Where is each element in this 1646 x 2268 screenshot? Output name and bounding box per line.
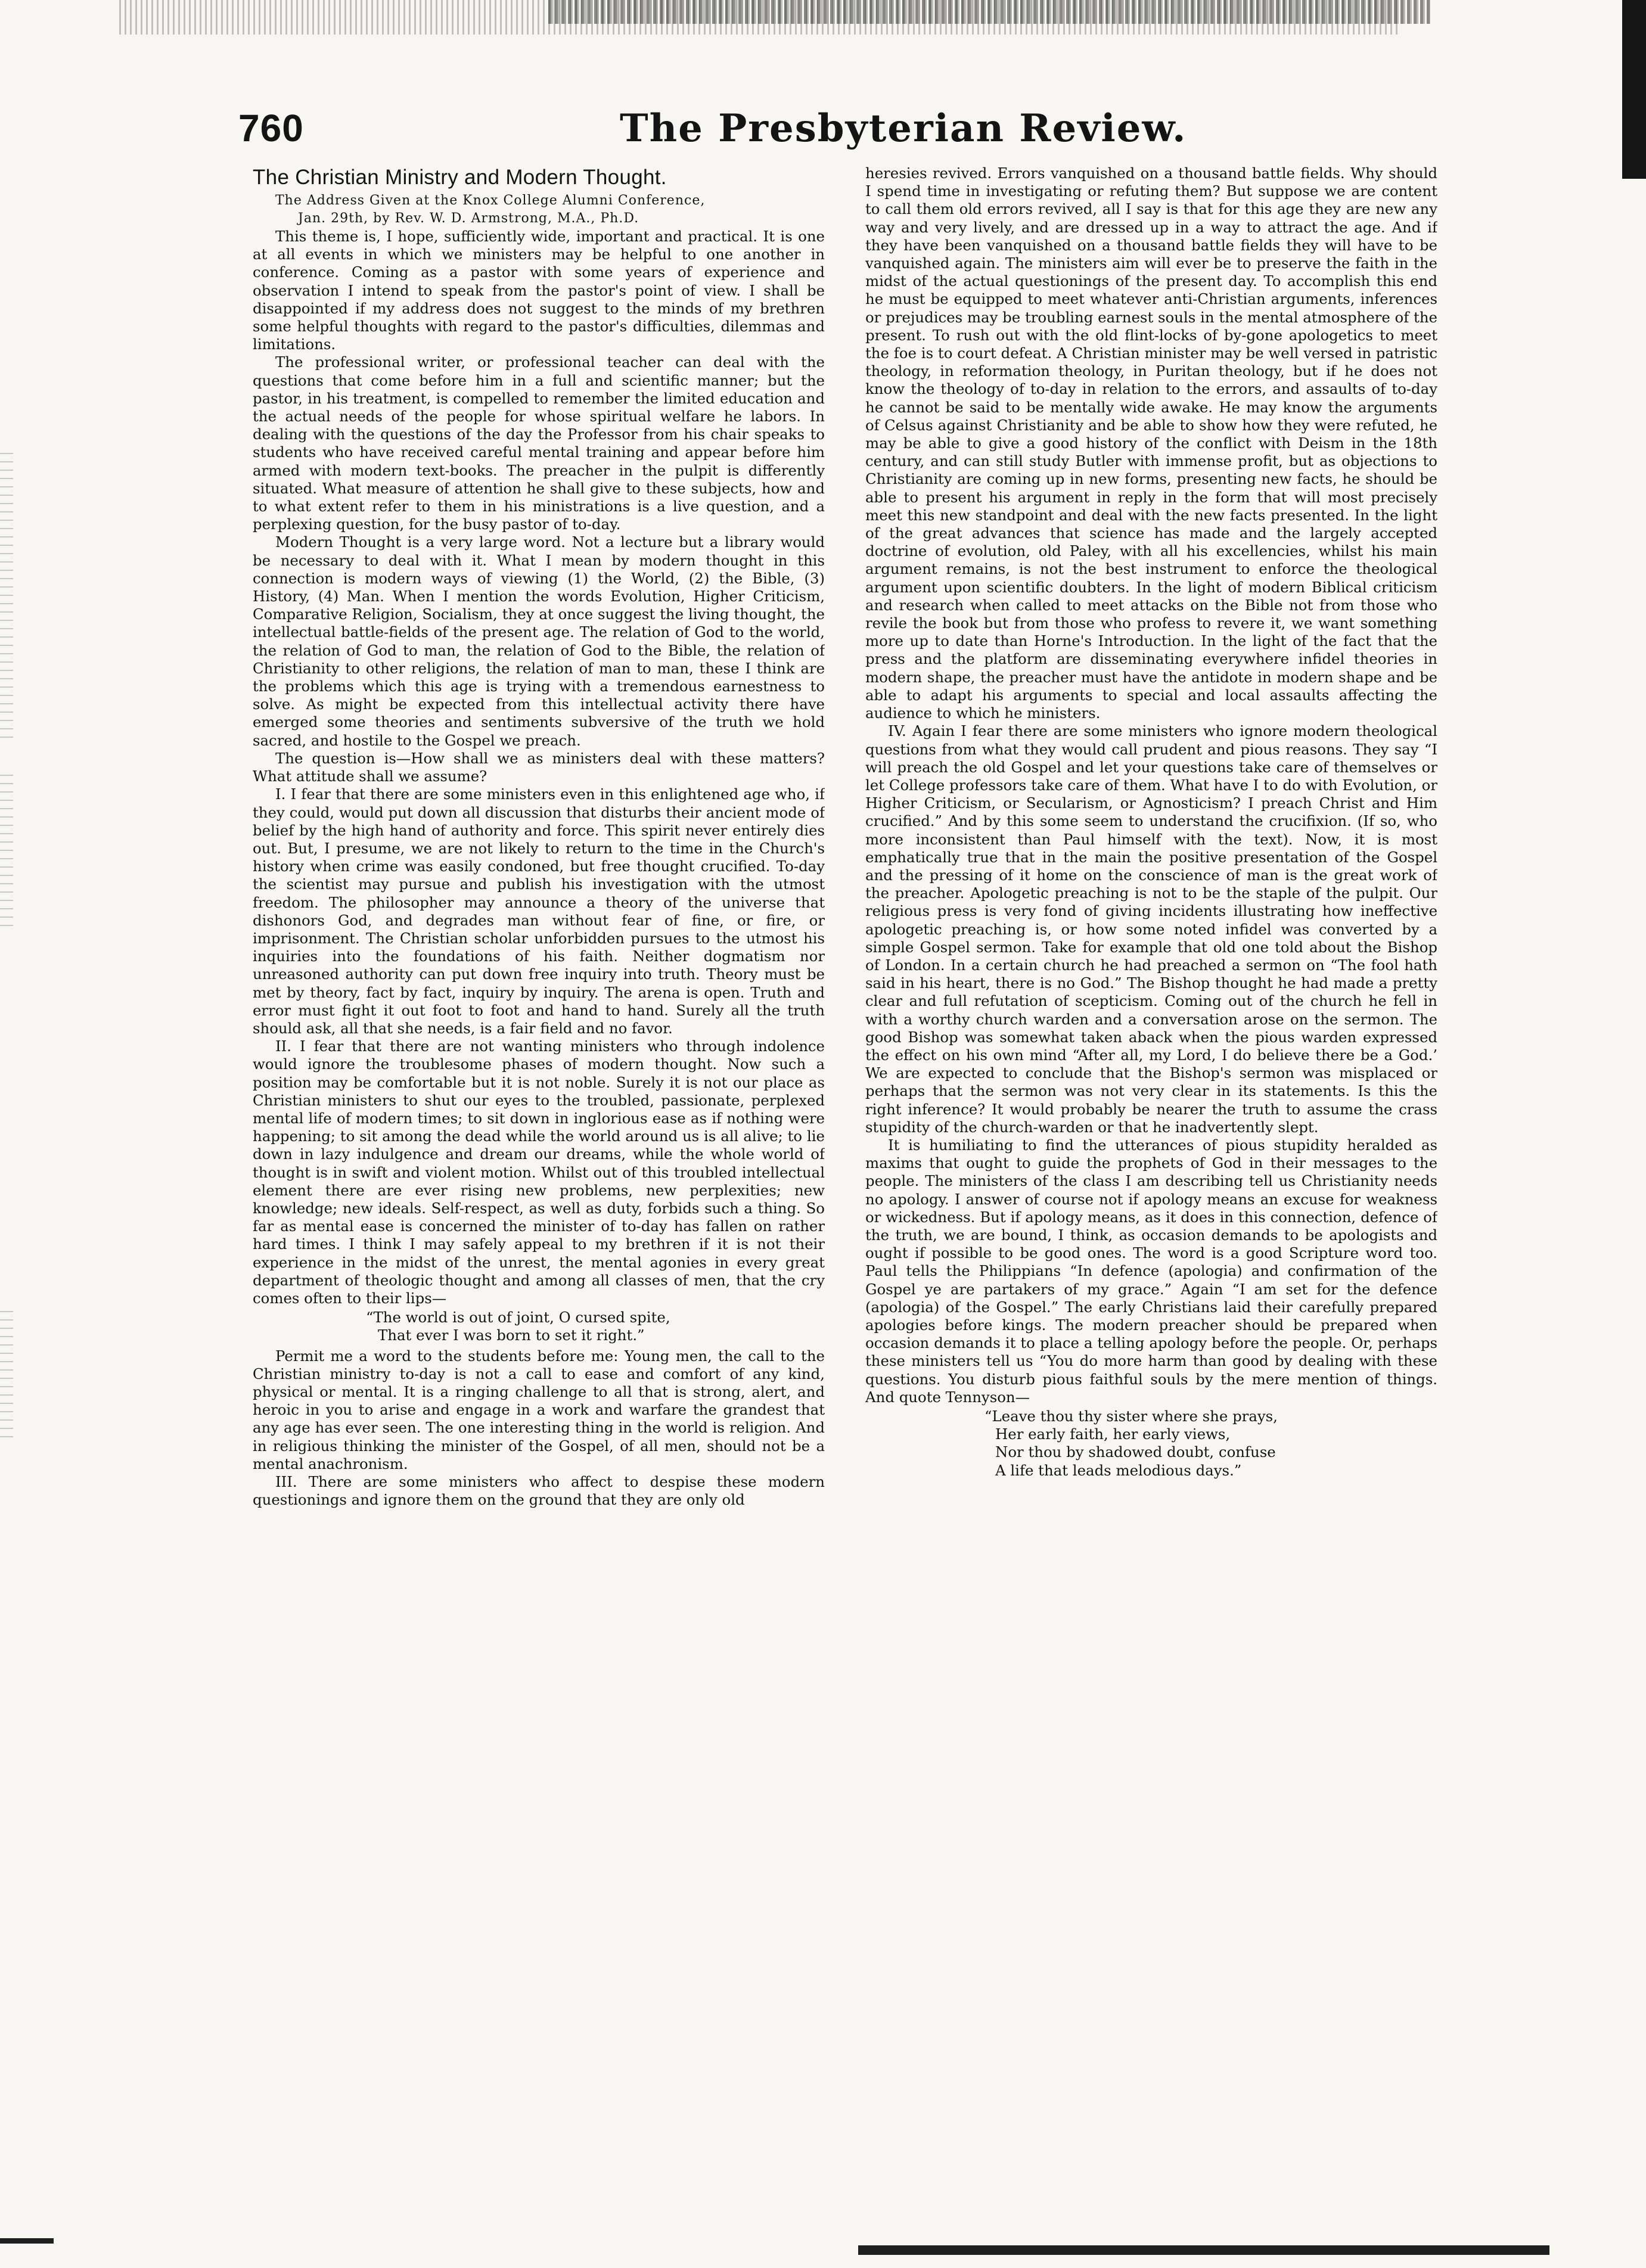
page-number: 760 xyxy=(238,107,304,150)
paragraph: III. There are some ministers who affect to despise these modern questionings and ignore them on the ground that they are only old xyxy=(253,1473,825,1509)
paragraph: Permit me a word to the students before me: Young men, the call to the Christian ministry to-day is not a call to ease and comfort of any kind, physical or mental. It is a ringing challenge to all that is strong, alert, and heroic in you to arise and engage in a work and warfare the grandest that any age has ever seen. The one interesting thing in the world is religion. And in religious thinking the minister of the Gospel, of all men, should not be a mental anachronism. xyxy=(253,1347,825,1472)
article-title: The Christian Ministry and Modern Thought. xyxy=(253,166,667,189)
byline-line-2: Jan. 29th, by Rev. W. D. Armstrong, M.A., Ph.D. xyxy=(298,211,639,226)
scan-edge-bottom xyxy=(858,2245,1549,2255)
poem-line: “Leave thou thy sister where she prays, xyxy=(985,1408,1278,1425)
paragraph: It is humiliating to find the utterances of pious stupidity heralded as maxims that ought to guide the prophets of God in their messages to the people. The ministers of the class I am describing tell us Christianity needs no apology. I answer of course not if apology means an excuse for weakness or wickedness. But if apology means, as it does in this connection, defence of the truth, we are bound, I think, as occasion demands to be apologists and ought if possible to be good ones. The word is a good Scripture word too. Paul tells the Philippians “In defence (apologia) and confirmation of the Gospel ye are partakers of my grace.” Again “I am set for the defence (apologia) of the Gospel.” The early Christians laid their carefully prepared apologies before kings. The modern preacher should be prepared when occasion demands it to place a telling apology before the people. Or, perhaps these ministers tell us “You do more harm than good by dealing with these questions. You disturb pious faithful souls by the mere mention of things. And quote Tennyson— xyxy=(865,1136,1437,1406)
poem-line: Nor thou by shadowed doubt, confuse xyxy=(995,1443,1276,1461)
poem-line: “The world is out of joint, O cursed spite, xyxy=(366,1309,670,1326)
running-head xyxy=(238,106,1412,160)
left-column xyxy=(253,164,825,2226)
poem-line: Her early faith, her early views, xyxy=(995,1425,1231,1443)
paragraph: IV. Again I fear there are some ministers who ignore modern theological questions from what they would call prudent and pious reasons. They say “I will preach the old Gospel and let your questions take care of themselves or let College professors take care of them. What have I to do with Evolution, or Higher Criticism, or Secularism, or Agnosticism? I preach Christ and Him crucified.” And by this some seem to understand the crucifixion. (If so, who more inconsistent than Paul himself with the text). Now, it is most emphatically true that in the main the positive presentation of the Gospel and the pressing of it home on the conscience of man is the great work of the preacher. Apologetic preaching is not to be the staple of the pulpit. Our religious press is very fond of giving incidents illustrating how ineffective apologetic preaching is, or how some noted infidel was converted by a simple Gospel sermon. Take for example that old one told about the Bishop of London. In a certain church he had preached a sermon on “The fool hath said in his heart, there is no God.” The Bishop thought he had made a pretty clear and full refutation of scepticism. Coming out of the church he fell in with a worthy church warden and a conversation arose on the sermon. The good Bishop was somewhat taken aback when the pious warden expressed the effect on his own mind “After all, my Lord, I do believe there be a God.’ We are expected to conclude that the Bishop's sermon was misplaced or perhaps that the sermon was not very clear in its statements. Is this the right inference? It would probably be nearer the truth to assume the crass stupidity of the church-warden or that he inadvertently slept. xyxy=(865,722,1437,1136)
poem-quote xyxy=(865,1408,1437,1480)
paragraph: The professional writer, or professional teacher can deal with the questions that come before him in a full and scientific manner; but the pastor, in his treatment, is compelled to remember the limited education and the actual needs of the people for whose spiritual welfare he labors. In dealing with the questions of the day the Professor from his chair speaks to students who have received careful mental training and appear before him armed with modern text-books. The preacher in the pulpit is differently situated. What measure of attention he shall give to these subjects, how and to what extent refer to them in his ministrations is a live question, and a perplexing question, for the busy pastor of to-day. xyxy=(253,353,825,533)
paragraph: The question is—How shall we as ministers deal with these matters? What attitude shall we assume? xyxy=(253,749,825,785)
scan-noise-left-1 xyxy=(0,453,13,739)
byline-line-1: The Address Given at the Knox College Alumni Conference, xyxy=(275,193,706,208)
scan-noise-left-2 xyxy=(0,775,13,930)
paragraph: II. I fear that there are not wanting ministers who through indolence would ignore the troublesome phases of modern thought. Now such a position may be comfortable but it is not noble. Surely it is not our place as Christian ministers to shut our eyes to the troubled, passionate, perplexed mental life of modern times; to sit down in inglorious ease as if nothing were happening; to sit among the dead while the world around us is all alive; to lie down in lazy indulgence and dream our dreams, while the whole world of thought is in swift and violent motion. Whilst out of this troubled intellectual element there are ever rising new problems, new perplexities; new knowledge; new ideals. Self-respect, as well as duty, forbids such a thing. So far as mental ease is concerned the minister of to-day has fallen on rather hard times. I think I may safely appeal to my brethren if it is not their experience in the midst of the unrest, the mental agonies in every great department of theologic thought and among all classes of men, that the cry comes often to their lips— xyxy=(253,1037,825,1307)
scan-mark-bottom-left xyxy=(0,2238,54,2244)
journal-title: The Presbyterian Review. xyxy=(620,106,1187,151)
poem-line: A life that leads melodious days.” xyxy=(995,1461,1242,1479)
paragraph: Modern Thought is a very large word. Not a lecture but a library would be necessary to deal with it. What I mean by modern thought in this connection is modern ways of viewing (1) the World, (2) the Bible, (3) History, (4) Man. When I mention the words Evolution, Higher Criticism, Comparative Religion, Socialism, they at once suggest the living thought, the intellectual battle-fields of the present age. The relation of God to the world, the relation of God to man, the relation of God to the Bible, the relation of Christianity to other religions, the relation of man to man, these I think are the problems which this age is trying with a tremendous earnestness to solve. As might be expected from this intellectual activity there have emerged some theories and sentiments subversive of the truth we hold sacred, and hostile to the Gospel we preach. xyxy=(253,533,825,749)
scan-noise-top-dense xyxy=(548,0,1430,24)
scan-edge-right xyxy=(1622,0,1646,179)
poem-quote xyxy=(253,1309,825,1344)
scan-noise-left-3 xyxy=(0,1311,13,1442)
paragraph: This theme is, I hope, sufficiently wide, important and practical. It is one at all events in which we ministers may be helpful to one another in conference. Coming as a pastor with some years of experience and observation I intend to speak from the pastor's point of view. I shall be disappointed if my address does not suggest to the minds of my brethren some helpful thoughts with regard to the pastor's difficulties, dilemmas and limitations. xyxy=(253,228,825,353)
poem-line: That ever I was born to set it right.” xyxy=(378,1326,645,1344)
paragraph: I. I fear that there are some ministers even in this enlightened age who, if they could, would put down all discussion that disturbs their ancient mode of belief by the high hand of authority and force. This spirit never entirely dies out. But, I presume, we are not likely to return to the time in the Church's history when crime was easily condoned, but free thought crucified. To-day the scientist may pursue and publish his investigation with the utmost freedom. The philosopher may announce a theory of the universe that dishonors God, and degrades man without fear of fine, or fire, or imprisonment. The Christian scholar unforbidden pursues to the utmost his inquiries into the foundations of his faith. Neither dogmatism nor unreasoned authority can put down free inquiry into truth. Theory must be met by theory, fact by fact, inquiry by inquiry. The arena is open. Truth and error must fight it out foot to foot and hand to hand. Surely all the truth should ask, all that she needs, is a fair field and no favor. xyxy=(253,785,825,1037)
paragraph-continued: heresies revived. Errors vanquished on a thousand battle fields. Why should I spend time in investigating or refuting them? But suppose we are content to call them old errors revived, all I say is that for this age they are new any way and very lively, and are dressed up in a way to attract the age. And if they have been vanquished on a thousand battle fields they will have to be vanquished again. The ministers aim will ever be to preserve the faith in the midst of the actual questionings of the present day. To accomplish this end he must be equipped to meet whatever anti-Christian arguments, inferences or prejudices may be troubling earnest souls in the mental atmosphere of the present. To rush out with the old flint-locks of by-gone apologetics to meet the foe is to court defeat. A Christian minister may be well versed in patristic theology, in reformation theology, in Puritan theology, but if he does not know the theology of to-day in relation to the errors, and assaults of to-day he cannot be said to be mentally wide awake. He may know the arguments of Celsus against Christianity and be able to show how they were refuted, he may be able to give a good history of the conflict with Deism in the 18th century, and can still study Butler with immense profit, but as objections to Christianity are coming up in new forms, presenting new facts, he should be able to present his argument in reply in the form that will most precisely meet this new standpoint and deal with the new facts presented. In the light of the great advances that science has made and the largely accepted doctrine of evolution, old Paley, with all his excellencies, whilst his main argument remains, is not the best instrument to enforce the theological argument upon scientific doubters. In the light of modern Biblical criticism and research when called to meet attacks on the Bible not from those who revile the book but from those who profess to revere it, we want something more up to date than Horne's Introduction. In the light of the fact that the press and the platform are disseminating everywhere infidel theories in modern shape, the preacher must have the antidote in modern shape and be able to adapt his arguments to special and local assaults affecting the audience to which he ministers. xyxy=(865,164,1437,722)
right-column xyxy=(865,164,1437,2226)
